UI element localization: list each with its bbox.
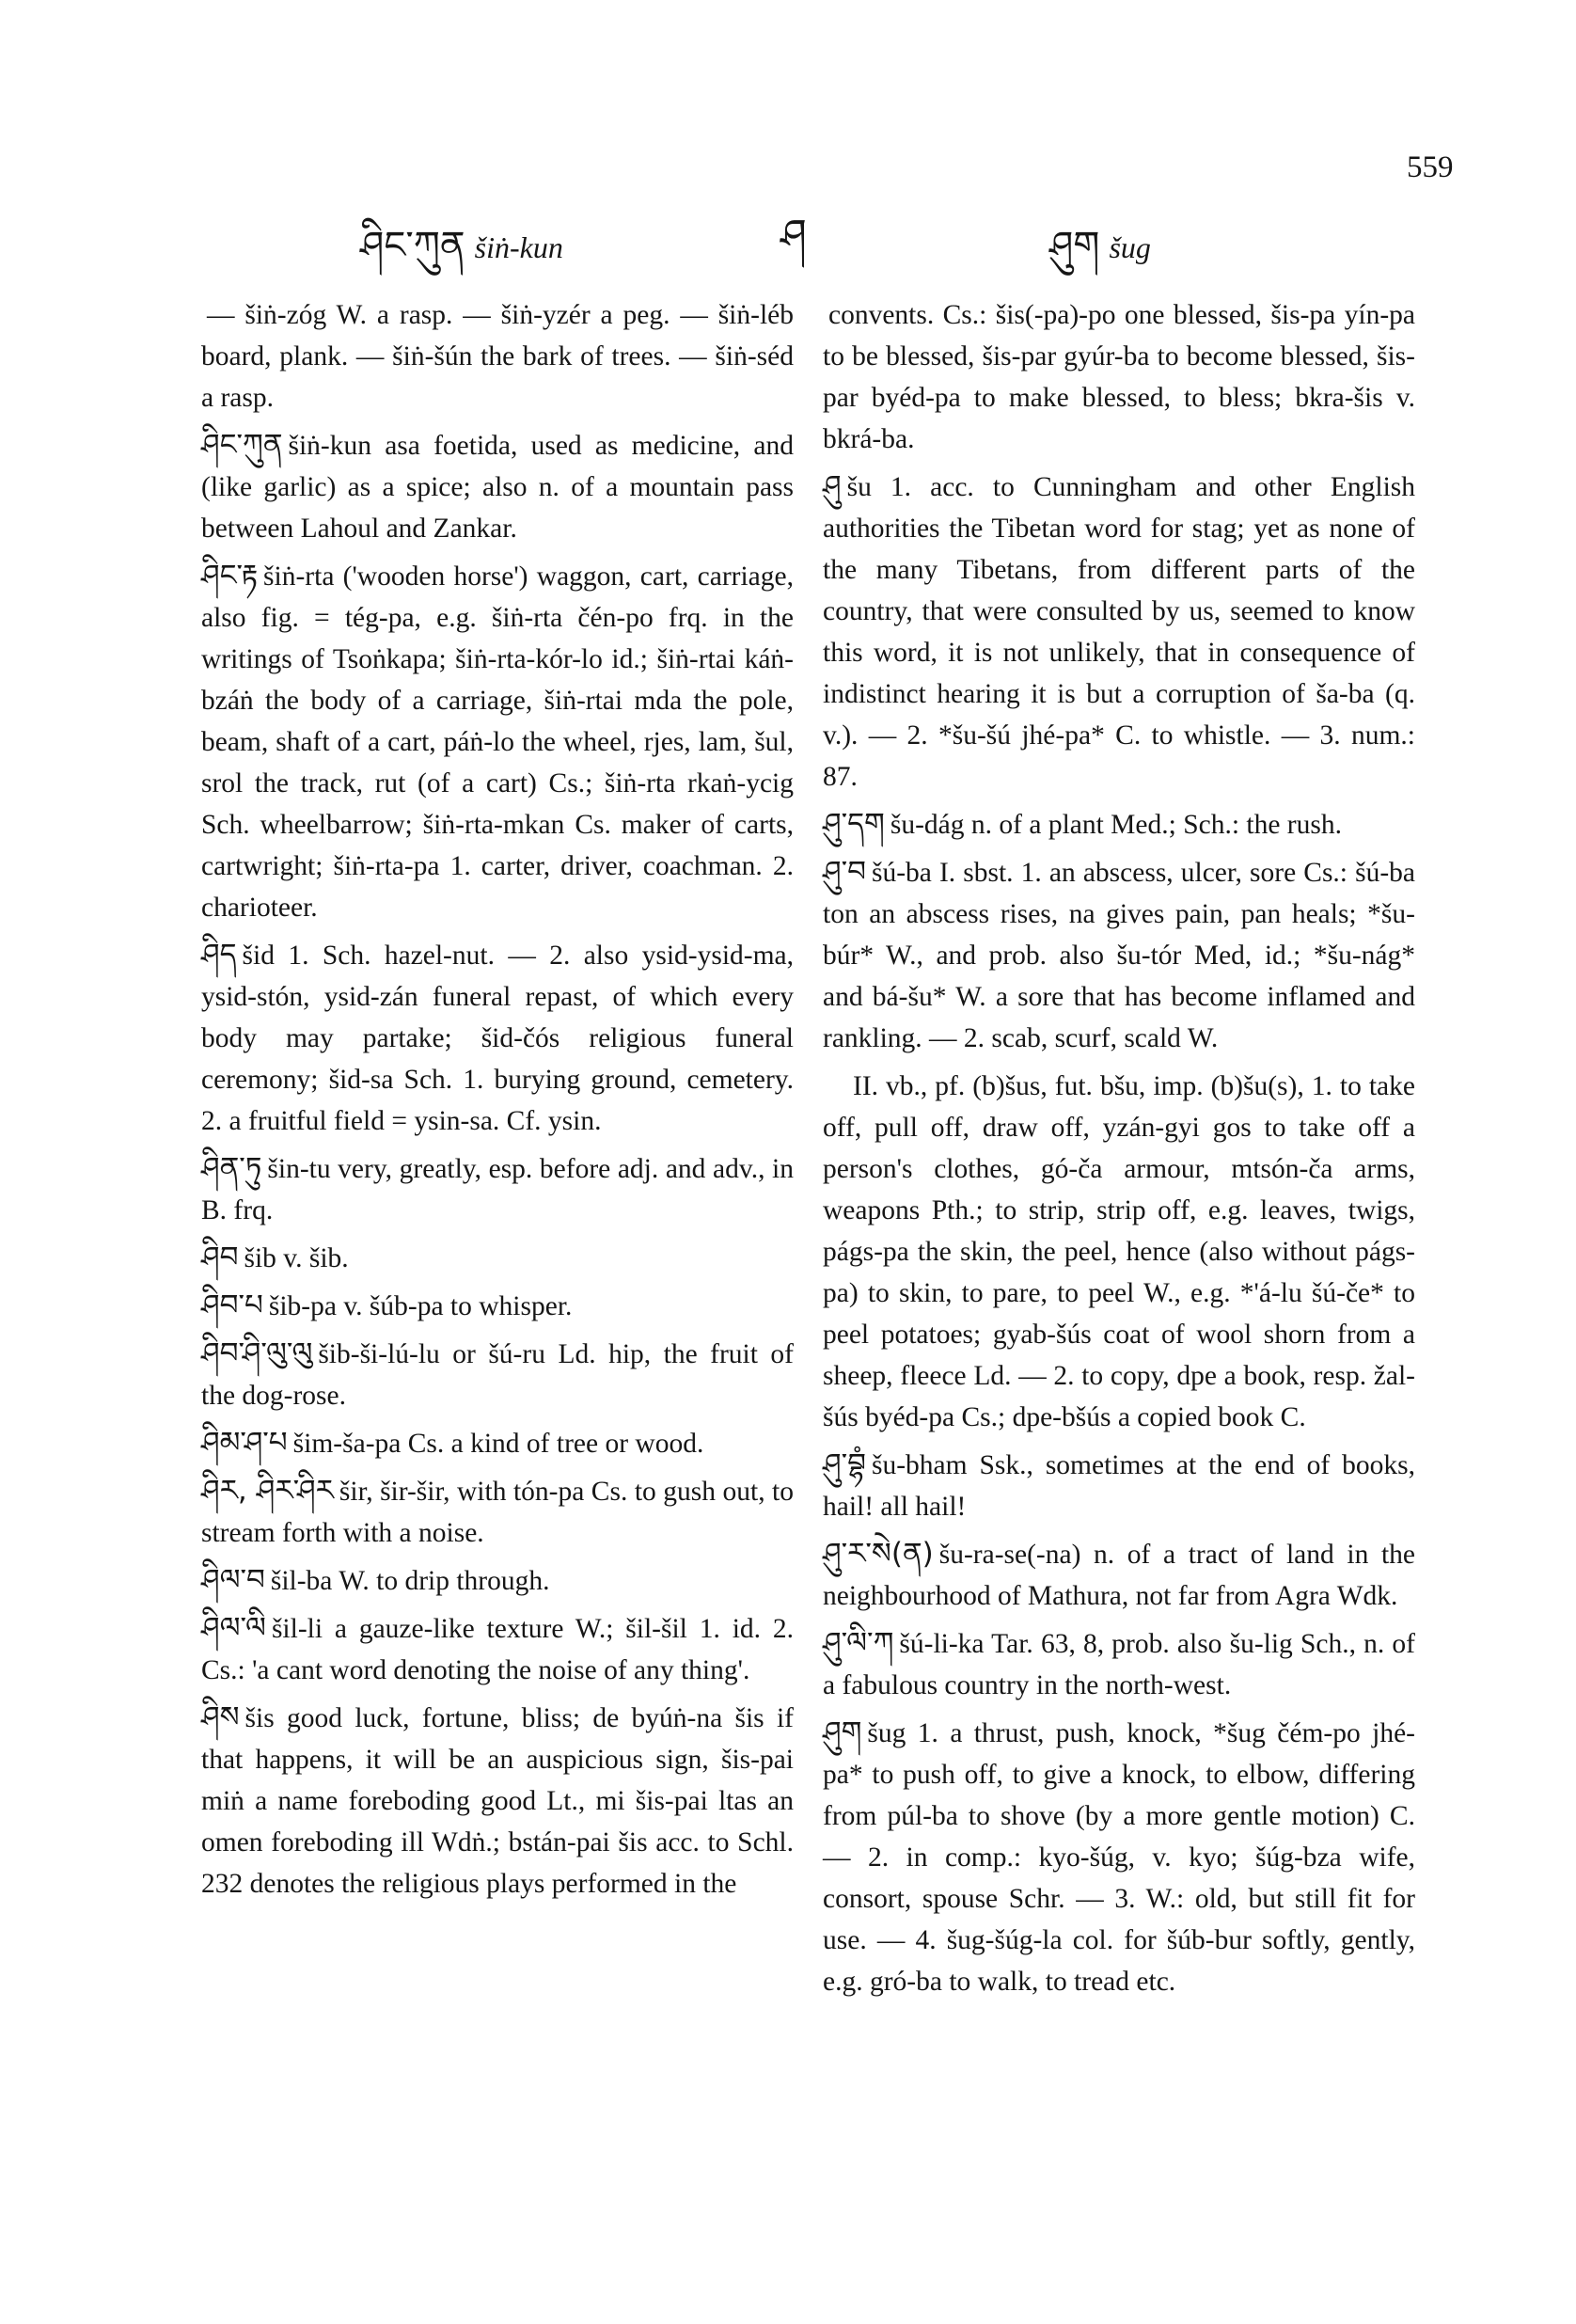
entry-headword: ཤུ་ར་སེ(ན) [823, 1537, 934, 1571]
header-right-roman: šug [1109, 230, 1151, 264]
entry-headword: ཤིང་ཀུན [201, 428, 283, 462]
dictionary-entry [201, 1559, 794, 1602]
entry-text: šil-ba W. to drip through. [270, 1566, 550, 1596]
entry-headword: ཤིན་ཏུ [201, 1151, 262, 1185]
entry-text: šu 1. acc. to Cunningham and other English authorities the Tibetan word for stag; yet as none of the many Tibetans, from different parts of the country, that were consulted by us, seemed to know this word, it is not unlikely, that in consequence of indistinct hearing it is but a corruption of ša-ba (q. v.). — 2. *šu-šú jhé-pa* C. to whistle. — 3. num.: 87. [823, 472, 1415, 792]
dictionary-entry [823, 1712, 1415, 2002]
dictionary-entry [201, 555, 794, 928]
right-column [823, 293, 1415, 2008]
entry-text: šú-ba I. sbst. 1. an abscess, ulcer, sore Cs.: šú-ba ton an abscess rises, na gives pain, pan heals; *šu-búr* W., and prob. also šu-tór Med, id.; *šu-nág* and bá-šu* W. a sore that has become inflamed and rankling. — 2. scab, scurf, scald W. [823, 858, 1415, 1053]
entry-text: šil-li a gauze-like texture W.; šil-šil 1. id. 2. Cs.: 'a cant word denoting the noise of any thing'. [201, 1614, 794, 1685]
left-column [201, 293, 794, 1910]
entry-text: šu-bham Ssk., sometimes at the end of books, hail! all hail! [823, 1450, 1415, 1522]
header-left-tibetan: ཤིང་ཀུན [360, 224, 465, 267]
entry-text: šu-dág n. of a plant Med.; Sch.: the rush. [890, 810, 1342, 840]
entry-headword: ཤིབ [201, 1241, 239, 1274]
header-left-roman: šiṅ-kun [474, 230, 563, 264]
entry-text: šim-ša-pa Cs. a kind of tree or wood. [292, 1429, 704, 1459]
entry-text: convents. Cs.: šis(-pa)-po one blessed, šis-pa yín-pa to be blessed, šis-par gyúr-ba to become blessed, šis-par byéd-pa to make blessed, to bless; bkra-šis v. bkrá-ba. [823, 300, 1415, 454]
dictionary-entry [201, 1607, 794, 1691]
entry-headword: ཤིར, ཤིར་ཤིར [201, 1474, 334, 1508]
entry-headword: ཤིབ་པ [201, 1288, 263, 1322]
dictionary-entry [823, 1444, 1415, 1527]
dictionary-entry [823, 293, 1415, 460]
entry-text: šiṅ-rta ('wooden horse') waggon, cart, carriage, also fig. = tég-pa, e.g. šiṅ-rta čén-po frq. in the writings of Tsoṅkapa; šiṅ-rta-kór-lo id.; šiṅ-rtai káṅ-bzáṅ the body of a carriage, šiṅ-rtai mda the pole, beam, shaft of a cart, páṅ-lo the wheel, rjes, lam, šul, srol the track, rut (of a cart) Cs.; šiṅ-rta rkaṅ-ycig Sch. wheelbarrow; šiṅ-rta-mkan Cs. maker of carts, cartwright; šiṅ-rta-pa 1. carter, driver, coachman. 2. charioteer. [201, 561, 794, 923]
entry-text: — šiṅ-zóg W. a rasp. — šiṅ-yzér a peg. — šiṅ-léb board, plank. — šiṅ-šún the bark of trees. — šiṅ-séd a rasp. [201, 300, 794, 413]
header-right-tibetan: ཤུག [1049, 224, 1100, 267]
entry-headword: ཤིམ་ཤ་པ [201, 1426, 288, 1460]
entry-text: šiṅ-kun asa foetida, used as medicine, and (like garlic) as a spice; also n. of a mountain pass between Lahoul and Zankar. [201, 431, 794, 544]
dictionary-entry [201, 1422, 794, 1464]
entry-text: šir, šir-šir, with tón-pa Cs. to gush out, to stream forth with a noise. [201, 1477, 795, 1548]
dictionary-entry [201, 424, 794, 549]
dictionary-entry [823, 1622, 1415, 1706]
dictionary-entry [201, 1697, 794, 1905]
entry-text: šib-pa v. šúb-pa to whisper. [268, 1291, 573, 1321]
entry-headword: ཤིལ་ལི [201, 1611, 266, 1645]
entry-text: šug 1. a thrust, push, knock, *šug čém-po jhé-pa* to push off, to give a knock, to elbow, differing from púl-ba to shove (by a more gentle motion) C. — 2. in comp.: kyo-šúg, v. kyo; šúg-bza wife, consort, spouse Schr. — 3. W.: old, but still fit for use. — 4. šug-šúg-la col. for šúb-bur softly, gently, e.g. gró-ba to walk, to tread etc. [823, 1718, 1415, 1997]
dictionary-entry [823, 1533, 1415, 1617]
dictionary-entry [201, 1237, 794, 1279]
entry-headword: ཤིབ་ཤི་ལུ་ལུ [201, 1336, 313, 1370]
dictionary-entry [201, 1285, 794, 1327]
dictionary-entry [201, 934, 794, 1142]
dictionary-entry [823, 466, 1415, 798]
entry-text: II. vb., pf. (b)šus, fut. bšu, imp. (b)šu(s), 1. to take off, pull off, draw off, yzán-gyi gos to take off a person's clothes, gó-ča armour, mtsón-ča arms, weapons Pth.; to strip, strip off, e.g. leaves, twigs, págs-pa the skin, the peel, hence (also without págs-pa) to skin, to pare, to peel W., e.g. *'á-lu šú-če* to peel potatoes; gyab-šús coat of wool shorn from a sheep, fleece Ld. — 2. to copy, dpe a book, resp. žal-šús byéd-pa Cs.; dpe-bšús a copied book C. [823, 1071, 1415, 1432]
dictionary-entry [823, 803, 1415, 846]
entry-text: šu-ra-se(-na) n. of a tract of land in the neighbourhood of Mathura, not far from Agra Wdk. [823, 1540, 1415, 1611]
entry-headword: ཤུ [823, 469, 842, 503]
entry-text: šib-ši-lú-lu or šú-ru Ld. hip, the fruit of the dog-rose. [201, 1339, 794, 1411]
entry-headword: ཤིས [201, 1700, 240, 1734]
entry-headword: ཤུ་བ [823, 855, 866, 889]
entry-text: šis good luck, fortune, bliss; de byúṅ-na šis if that happens, it will be an auspicious sign, šis-pai miṅ a name foreboding good Lt., mi šis-pai ltas an omen foreboding ill Wdṅ.; bstán-pai šis acc. to Schl. 232 denotes the religious plays performed in the [201, 1703, 794, 1899]
entry-text: šib v. šib. [244, 1243, 349, 1273]
entry-text: šid 1. Sch. hazel-nut. — 2. also ysid-ysid-ma, ysid-stón, ysid-zán funeral repast, of which every body may partake; šid-čós religious funeral ceremony; šid-sa Sch. 1. burying ground, cemetery. 2. a fruitful field = ysin-sa. Cf. ysin. [201, 941, 794, 1136]
entry-headword: ཤིལ་བ [201, 1563, 265, 1597]
dictionary-entry [201, 1470, 794, 1554]
entry-headword: ཤུ་དག [823, 807, 885, 841]
header-section-letter: ཤ [780, 211, 807, 259]
dictionary-entry [823, 851, 1415, 1059]
entry-headword: ཤུ་བྷཾ [823, 1447, 866, 1481]
dictionary-entry [823, 1065, 1415, 1438]
entry-headword: ཤུ་ལི་ཀ [823, 1626, 894, 1660]
dictionary-entry [201, 293, 794, 419]
entry-headword: ཤུག [823, 1715, 862, 1749]
entry-text: šin-tu very, greatly, esp. before adj. and adv., in B. frq. [201, 1154, 794, 1225]
entry-headword: ཤིང་རྟ [201, 559, 259, 593]
page-number: 559 [1407, 150, 1454, 184]
dictionary-entry [201, 1333, 794, 1416]
entry-headword: ཤིད [201, 938, 237, 972]
dictionary-entry [201, 1147, 794, 1231]
entry-text: šú-li-ka Tar. 63, 8, prob. also šu-lig Sch., n. of a fabulous country in the north-west. [823, 1629, 1415, 1700]
